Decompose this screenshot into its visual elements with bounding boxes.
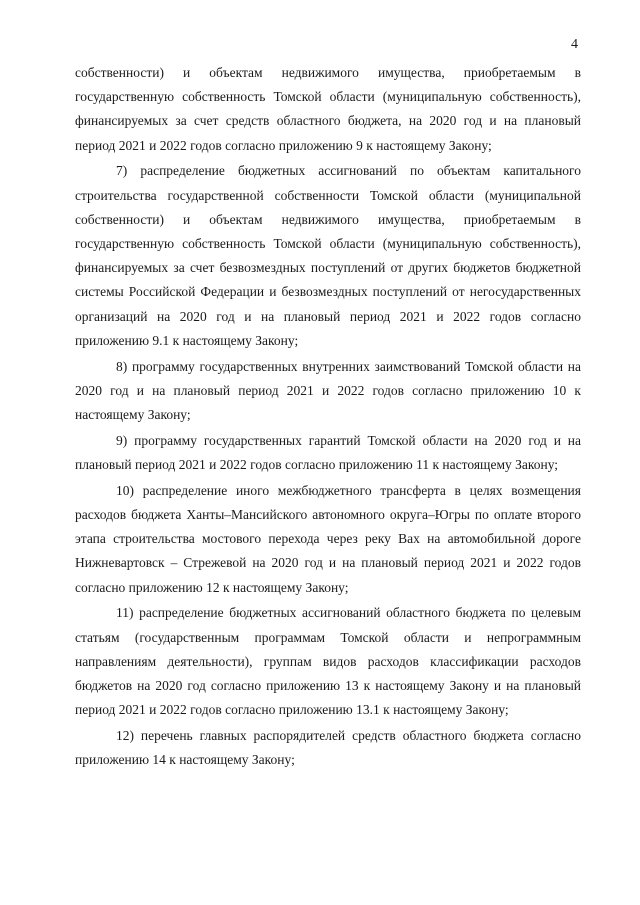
paragraph-item-12: 12) перечень главных распорядителей средств областного бюджета согласно приложению 14 к настоящему Закону; xyxy=(75,728,581,768)
paragraph-item-9: 9) программу государственных гарантий Томской области на 2020 год и на плановый период 2021 и 2022 годов согласно приложению 11 к настоящему Закону; xyxy=(75,432,581,473)
page-number: 4 xyxy=(571,37,578,52)
paragraph-item-11: 11) распределение бюджетных ассигнований областного бюджета по целевым статьям (государственным программам Томской области и непрограммным направлениям деятельности), группам видов расходов классификации расходов бюджетов на 2020 год согласно приложению 13 к настоящему Закону и на плановый период 2021 и 2022 годов согласно приложению 13.1 к настоящему Закону; xyxy=(75,605,581,718)
paragraph-item-7: 7) распределение бюджетных ассигнований по объектам капитального строительства государственной собственности Томской области (муниципальной собственности) и объектам недвижимого имущества, приобретаемым в государственную собственность Томской области (муниципальную собственность), финансируемых за счет безвозмездных поступлений от других бюджетов бюджетной системы Российской Федерации и безвозмездных поступлений от негосударственных организаций на 2020 год и на плановый период 2021 и 2022 годов согласно приложению 9.1 к настоящему Закону; xyxy=(75,163,581,348)
paragraph-continuation: собственности) и объектам недвижимого имущества, приобретаемым в государственную собственность Томской области (муниципальную собственность), финансируемых за счет средств областного бюджета, на 2020 год и на плановый период 2021 и 2022 годов согласно приложению 9 к настоящему Закону; xyxy=(75,65,581,153)
paragraph-item-8: 8) программу государственных внутренних заимствований Томской области на 2020 год и на плановый период 2021 и 2022 годов согласно приложению 10 к настоящему Закону; xyxy=(75,358,581,423)
document-body xyxy=(75,61,581,774)
paragraph-item-10: 10) распределение иного межбюджетного трансферта в целях возмещения расходов бюджета Ханты–Мансийского автономного округа–Югры по оплате второго этапа строительства мостового перехода через реку Вах на автомобильной дороге Нижневартовск – Стрежевой на 2020 год и на плановый период 2021 и 2022 годов согласно приложению 12 к настоящему Закону; xyxy=(75,482,581,595)
